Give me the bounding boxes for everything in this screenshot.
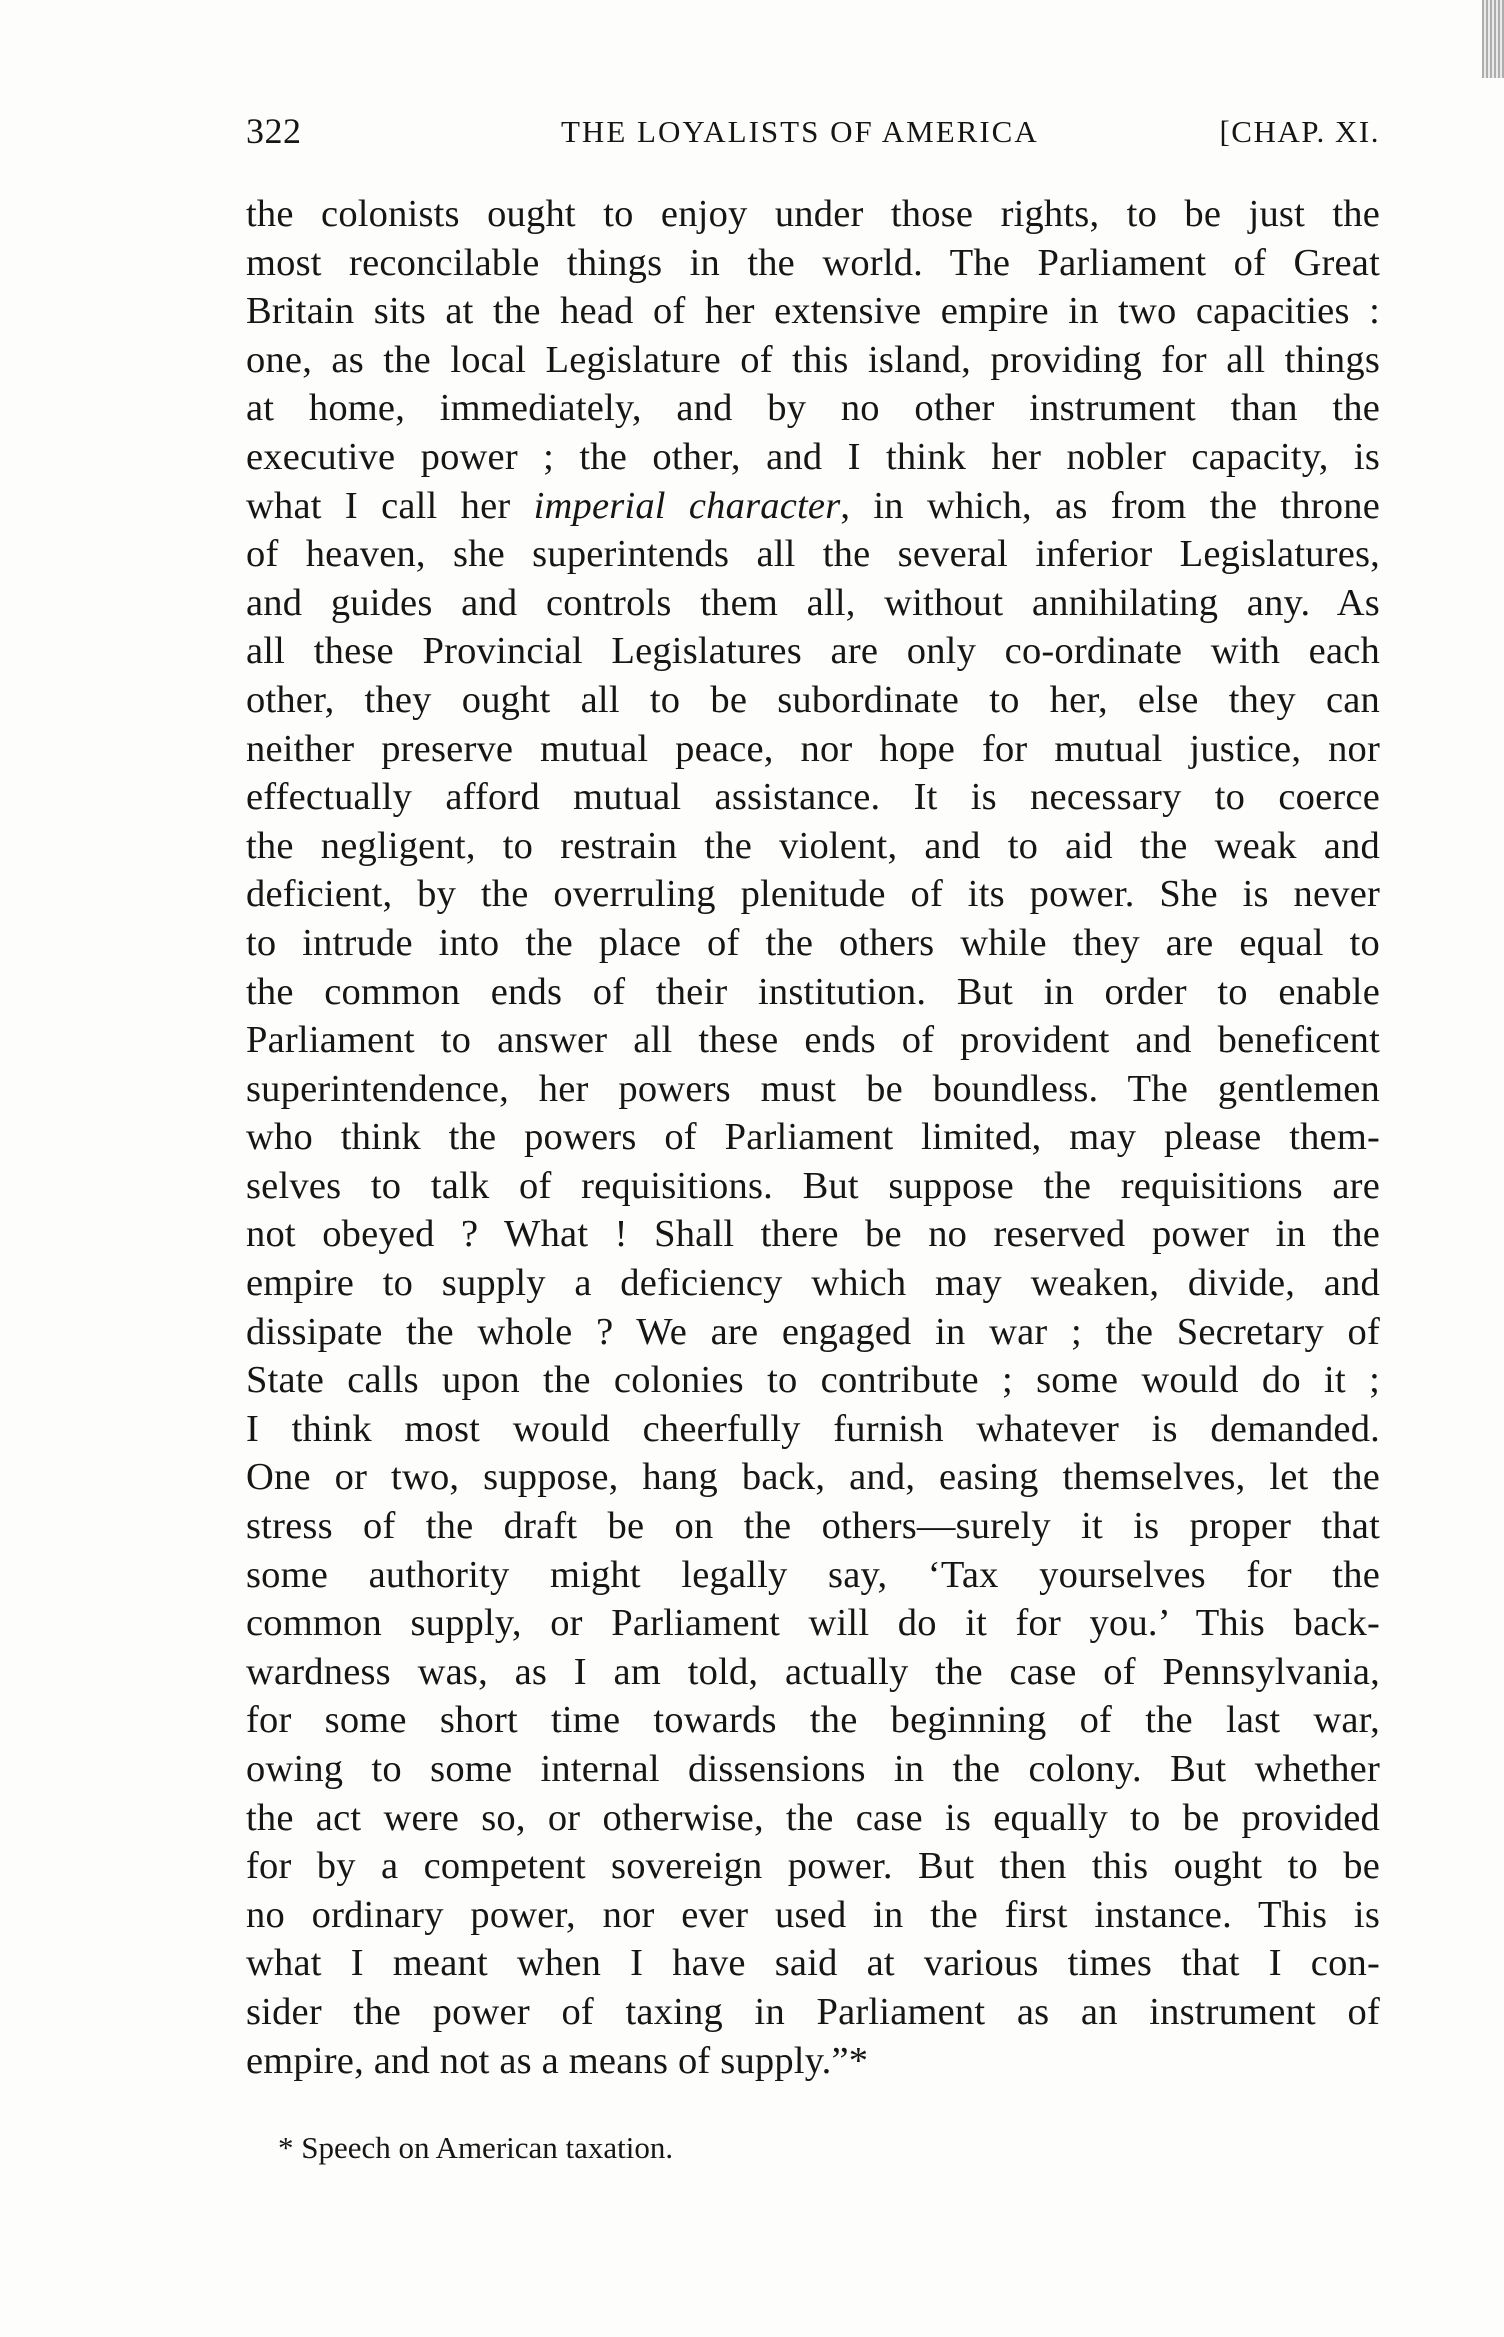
text-line: and guides and controls them all, without annihilating any. As — [246, 581, 1380, 624]
text-line: the negligent, to restrain the violent, and to aid the weak and — [246, 824, 1380, 867]
footnote: * Speech on American taxation. — [278, 2130, 674, 2165]
text-line: other, they ought all to be subordinate to her, else they can — [246, 678, 1380, 721]
text-line: superintendence, her powers must be boundless. The gentlemen — [246, 1067, 1380, 1110]
text-line: stress of the draft be on the others—surely it is proper that — [246, 1505, 1380, 1548]
text-line: for by a competent sovereign power. But then this ought to be — [246, 1845, 1380, 1888]
text-line: what I meant when I have said at various times that I con- — [246, 1942, 1380, 1985]
text-line — [246, 482, 1380, 531]
text-line: one, as the local Legislature of this island, providing for all things — [246, 338, 1380, 381]
text-line: to intrude into the place of the others while they are equal to — [246, 921, 1380, 964]
text-line: most reconcilable things in the world. The Parliament of Great — [246, 241, 1380, 284]
italic-phrase: imperial character — [533, 484, 841, 527]
text-line: no ordinary power, nor ever used in the first instance. This is — [246, 1893, 1380, 1936]
text-line: dissipate the whole ? We are engaged in war ; the Secretary of — [246, 1310, 1380, 1353]
text-line: owing to some internal dissensions in the colony. But whether — [246, 1748, 1380, 1790]
text-line: empire to supply a deficiency which may weaken, divide, and — [246, 1262, 1380, 1305]
text-line: the colonists ought to enjoy under those rights, to be just the — [246, 193, 1380, 235]
text-line: the act were so, or otherwise, the case is equally to be provided — [246, 1796, 1380, 1839]
text-line: deficient, by the overruling plenitude of its power. She is never — [246, 873, 1380, 916]
text-line: effectually afford mutual assistance. It is necessary to coerce — [246, 776, 1380, 819]
text-line: executive power ; the other, and I think her nobler capacity, is — [246, 435, 1380, 478]
body-text — [246, 190, 1380, 2085]
text-line: State calls upon the colonies to contribute ; some would do it ; — [246, 1359, 1380, 1402]
text-line: who think the powers of Parliament limited, may please them- — [246, 1116, 1380, 1159]
text-line: empire, and not as a means of supply.”* — [246, 2039, 869, 2082]
scan-edge-artifact — [1482, 0, 1504, 78]
text-segment: what I call her — [246, 484, 534, 527]
text-line: I think most would cheerfully furnish whatever is demanded. — [246, 1407, 1380, 1450]
text-line: the common ends of their institution. But in order to enable — [246, 970, 1380, 1013]
text-line: common supply, or Parliament will do it for you.’ This back- — [246, 1602, 1380, 1645]
text-line: sider the power of taxing in Parliament as an instrument of — [246, 1990, 1380, 2033]
text-line: wardness was, as I am told, actually the case of Pennsylvania, — [246, 1650, 1380, 1693]
text-line: One or two, suppose, hang back, and, easing themselves, let the — [246, 1456, 1380, 1499]
running-title: THE LOYALISTS OF AMERICA — [561, 114, 1039, 149]
chapter-label: [CHAP. XI. — [1219, 114, 1380, 149]
text-line: Parliament to answer all these ends of provident and beneficent — [246, 1019, 1380, 1062]
text-line: Britain sits at the head of her extensive empire in two capacities : — [246, 290, 1380, 333]
text-line: some authority might legally say, ‘Tax yourselves for the — [246, 1553, 1380, 1596]
text-line: of heaven, she superintends all the several inferior Legislatures, — [246, 533, 1380, 576]
text-line: not obeyed ? What ! Shall there be no reserved power in the — [246, 1213, 1380, 1256]
text-line: neither preserve mutual peace, nor hope for mutual justice, nor — [246, 727, 1380, 770]
text-line: all these Provincial Legislatures are only co-ordinate with each — [246, 630, 1380, 673]
text-segment: , in which, as from the throne — [840, 484, 1380, 527]
text-line: selves to talk of requisitions. But suppose the requisitions are — [246, 1164, 1380, 1207]
text-line: at home, immediately, and by no other instrument than the — [246, 387, 1380, 430]
page-header — [246, 110, 1380, 160]
text-line: for some short time towards the beginning of the last war, — [246, 1699, 1380, 1742]
page-number: 322 — [246, 111, 302, 151]
